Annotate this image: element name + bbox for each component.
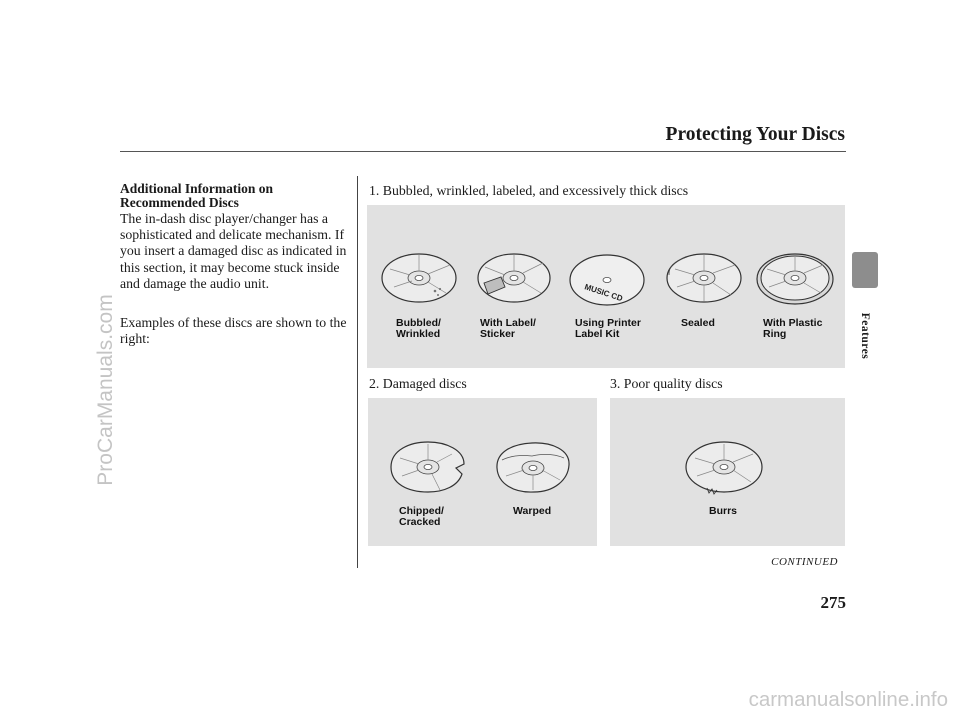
caption-printer-label-kit: Using Printer Label Kit bbox=[575, 317, 641, 340]
warped-disc-illustration bbox=[494, 438, 572, 496]
section-tab-label: Features bbox=[859, 312, 871, 360]
title-rule bbox=[120, 151, 846, 152]
poor-quality-discs-panel bbox=[610, 398, 845, 546]
thick-discs-label: 1. Bubbled, wrinkled, labeled, and excessively thick discs bbox=[369, 183, 689, 198]
intro-paragraph: The in-dash disc player/changer has a sophisticated and delicate mechanism. If you insert a damaged disc as indicated in this section, it may become stuck inside and damage the audio unit. bbox=[120, 211, 347, 291]
damaged-discs-panel bbox=[368, 398, 597, 546]
burrs-disc-illustration bbox=[683, 438, 765, 498]
plastic-ring-disc-illustration bbox=[755, 251, 835, 307]
music-cd-print: MUSIC CD bbox=[583, 282, 624, 304]
chipped-disc-illustration bbox=[388, 438, 468, 496]
label-sticker-disc-illustration bbox=[475, 251, 553, 305]
sealed-disc-illustration bbox=[665, 251, 743, 305]
watermark-bottom: carmanualsonline.info bbox=[748, 688, 948, 711]
thick-discs-panel bbox=[367, 205, 845, 368]
damaged-discs-label: 2. Damaged discs bbox=[369, 376, 467, 391]
caption-plastic-ring: With Plastic Ring bbox=[763, 317, 823, 340]
continued-note: CONTINUED bbox=[771, 556, 838, 568]
column-divider bbox=[357, 176, 358, 568]
caption-bubbled-wrinkled: Bubbled/ Wrinkled bbox=[396, 317, 441, 340]
caption-chipped-cracked: Chipped/ Cracked bbox=[399, 505, 444, 528]
page-number: 275 bbox=[820, 593, 846, 612]
watermark-left: ProCarManuals.com bbox=[94, 294, 117, 486]
section-heading: Additional Information on Recommended Discs bbox=[120, 181, 274, 210]
poor-quality-discs-label: 3. Poor quality discs bbox=[610, 376, 723, 391]
printer-label-disc-illustration bbox=[567, 251, 647, 309]
caption-with-label-sticker: With Label/ Sticker bbox=[480, 317, 536, 340]
page-title: Protecting Your Discs bbox=[665, 124, 845, 145]
caption-sealed: Sealed bbox=[681, 317, 715, 329]
bubbled-disc-illustration bbox=[380, 251, 458, 305]
section-tab-marker bbox=[852, 252, 878, 288]
caption-warped: Warped bbox=[513, 505, 552, 517]
caption-burrs: Burrs bbox=[709, 505, 738, 517]
examples-paragraph: Examples of these discs are shown to the right: bbox=[120, 315, 347, 347]
